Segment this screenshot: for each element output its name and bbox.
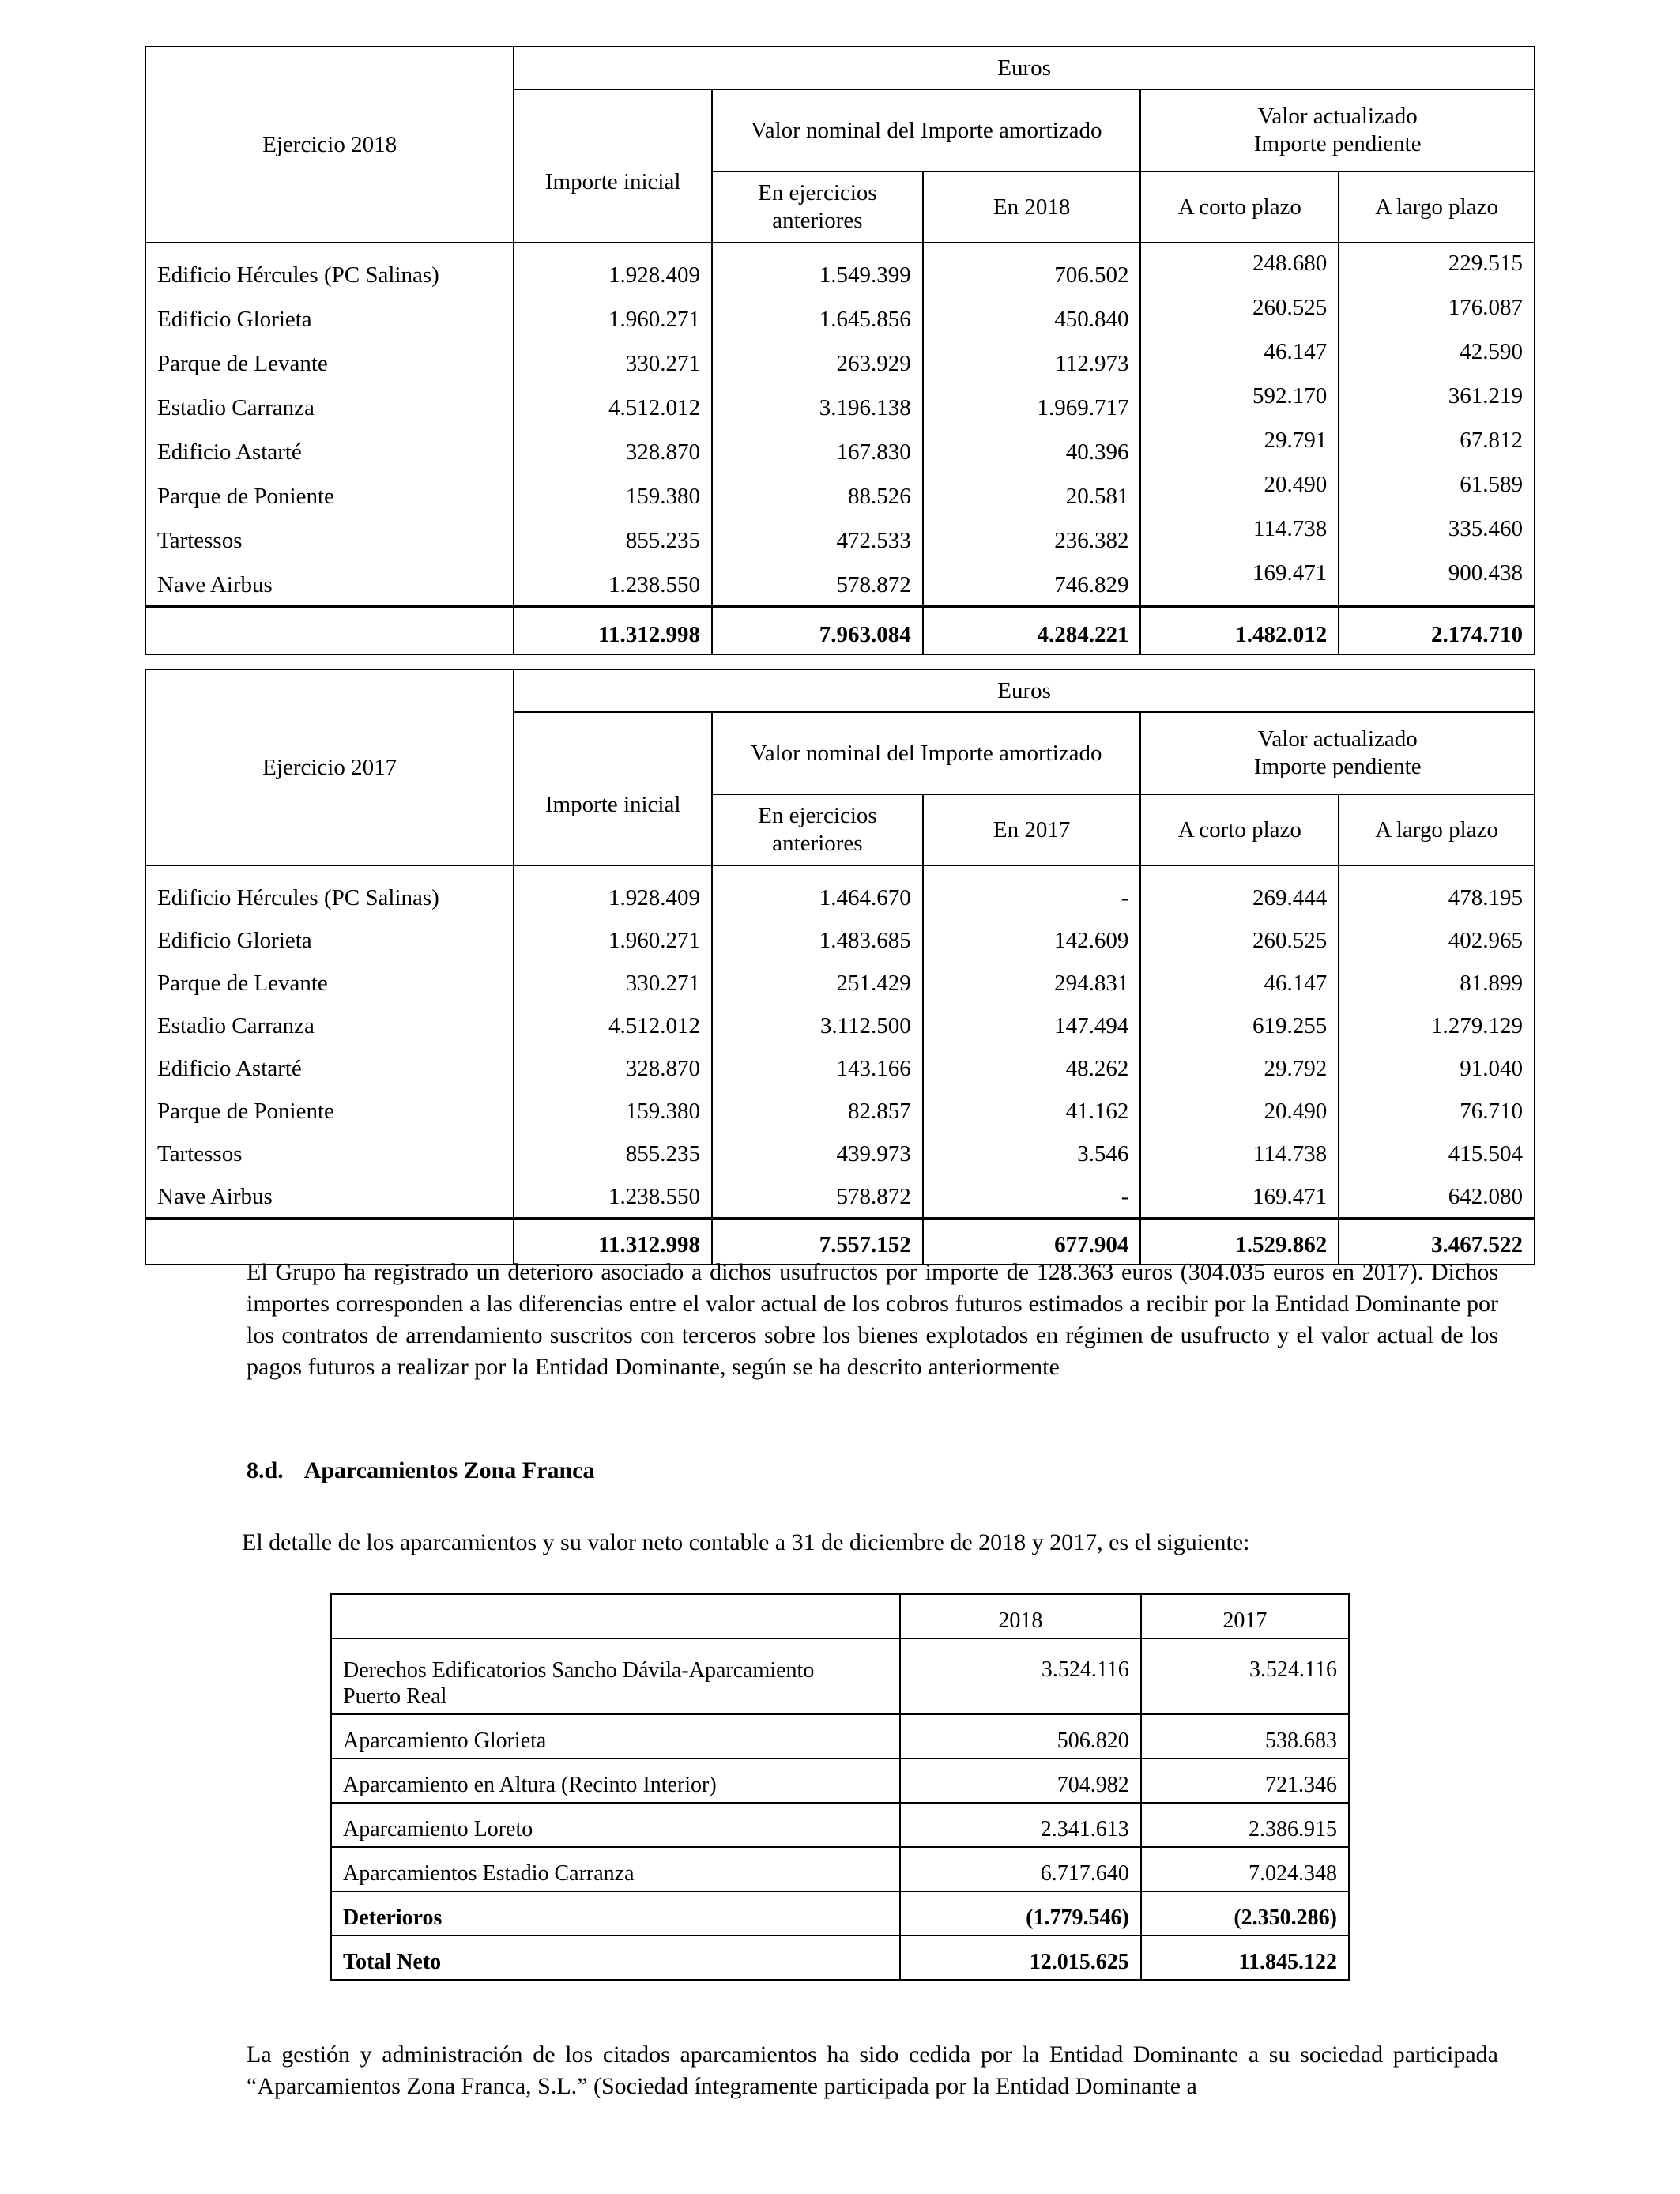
cell-name: Nave Airbus	[145, 558, 514, 607]
table-row	[145, 1171, 1535, 1219]
parking-label: Aparcamiento en Altura (Recinto Interior)	[331, 1759, 900, 1803]
cell-corto: 114.738	[1140, 514, 1339, 558]
parking-row	[331, 1759, 1349, 1803]
cell-year: 294.831	[923, 958, 1141, 1001]
cell-name: Edificio Glorieta	[145, 292, 514, 337]
parking-value-v2018: 3.524.116	[900, 1638, 1141, 1714]
parking-value-v2018: 506.820	[900, 1714, 1141, 1759]
cell-inicial: 328.870	[514, 1043, 712, 1086]
total-row	[145, 607, 1535, 655]
cell-year: 746.829	[923, 558, 1141, 607]
cell-year: 147.494	[923, 1001, 1141, 1043]
cell-anteriores: 82.857	[712, 1086, 923, 1129]
cell-anteriores: 1.549.399	[712, 243, 923, 292]
table-row	[145, 958, 1535, 1001]
parking-value-v2017: 7.024.348	[1141, 1847, 1349, 1891]
total-anteriores: 7.963.084	[712, 607, 923, 655]
parking-value-v2017: (2.350.286)	[1141, 1891, 1349, 1936]
usufruct-table-2017	[145, 669, 1535, 1265]
section-title: Aparcamientos Zona Franca	[303, 1457, 595, 1483]
parking-value-v2018: (1.779.546)	[900, 1891, 1141, 1936]
parking-value-v2017: 3.524.116	[1141, 1638, 1349, 1714]
total-anteriores: 7.557.152	[712, 1219, 923, 1265]
cell-anteriores: 1.464.670	[712, 865, 923, 915]
cell-anteriores: 167.830	[712, 425, 923, 469]
parking-value-v2018: 6.717.640	[900, 1847, 1141, 1891]
cell-year: -	[923, 1171, 1141, 1219]
parking-value-v2018: 2.341.613	[900, 1803, 1141, 1847]
cell-largo: 229.515	[1339, 243, 1535, 292]
cell-name: Edificio Glorieta	[145, 915, 514, 958]
usufruct-table-2018	[145, 46, 1535, 655]
cell-inicial: 1.238.550	[514, 1171, 712, 1219]
cell-year: 48.262	[923, 1043, 1141, 1086]
cell-largo: 335.460	[1339, 514, 1535, 558]
actualizado-group-header: Valor actualizado Importe pendiente	[1140, 89, 1535, 172]
corto-header: A corto plazo	[1140, 794, 1339, 865]
largo-header: A largo plazo	[1339, 794, 1535, 865]
cell-corto: 20.490	[1140, 469, 1339, 514]
section-heading	[247, 1457, 594, 1484]
cell-largo: 1.279.129	[1339, 1001, 1535, 1043]
table-row	[145, 292, 1535, 337]
cell-corto: 248.680	[1140, 243, 1339, 292]
parking-header-blank	[331, 1594, 900, 1638]
cell-inicial: 1.928.409	[514, 243, 712, 292]
cell-corto: 29.791	[1140, 425, 1339, 469]
cell-inicial: 330.271	[514, 958, 712, 1001]
cell-year: 450.840	[923, 292, 1141, 337]
nominal-group-header: Valor nominal del Importe amortizado	[712, 89, 1140, 172]
paragraph-detalle: El detalle de los aparcamientos y su valor neto contable a 31 de diciembre de 2018 y 2017, es el siguiente:	[242, 1529, 1250, 1555]
cell-corto: 46.147	[1140, 958, 1339, 1001]
table-row	[145, 469, 1535, 514]
cell-inicial: 328.870	[514, 425, 712, 469]
parking-label: Derechos Edificatorios Sancho Dávila-Aparcamiento Puerto Real	[331, 1638, 900, 1714]
table-row	[145, 337, 1535, 381]
total-year: 677.904	[923, 1219, 1141, 1265]
cell-largo: 176.087	[1339, 292, 1535, 337]
cell-name: Parque de Poniente	[145, 1086, 514, 1129]
parking-deterioros-row	[331, 1891, 1349, 1936]
total-inicial: 11.312.998	[514, 607, 712, 655]
actualizado-group-header: Valor actualizado Importe pendiente	[1140, 712, 1535, 794]
paragraph-gestion: La gestión y administración de los citados aparcamientos ha sido cedida por la Entidad Dominante a su sociedad participada “Aparcamientos Zona Franca, S.L.” (Sociedad íntegramente participada por la Entidad Dominante a	[247, 2041, 1498, 2099]
cell-largo: 91.040	[1339, 1043, 1535, 1086]
corner-label: Ejercicio 2017	[145, 669, 514, 865]
cell-name: Edificio Hércules (PC Salinas)	[145, 865, 514, 915]
parking-label: Aparcamiento Loreto	[331, 1803, 900, 1847]
cell-anteriores: 1.645.856	[712, 292, 923, 337]
cell-name: Edificio Hércules (PC Salinas)	[145, 243, 514, 292]
table-row	[145, 1129, 1535, 1171]
cell-largo: 361.219	[1339, 381, 1535, 425]
cell-name: Nave Airbus	[145, 1171, 514, 1219]
table-row	[145, 558, 1535, 607]
cell-largo: 81.899	[1339, 958, 1535, 1001]
cell-name: Parque de Levante	[145, 337, 514, 381]
cell-corto: 269.444	[1140, 865, 1339, 915]
cell-name: Tartessos	[145, 1129, 514, 1171]
table-row	[145, 865, 1535, 915]
nominal-group-header: Valor nominal del Importe amortizado	[712, 712, 1140, 794]
table-row	[145, 381, 1535, 425]
cell-inicial: 855.235	[514, 1129, 712, 1171]
cell-largo: 61.589	[1339, 469, 1535, 514]
parking-row	[331, 1847, 1349, 1891]
parking-value-v2018: 12.015.625	[900, 1936, 1141, 1980]
importe-inicial-header: Importe inicial	[514, 712, 712, 865]
parking-row	[331, 1714, 1349, 1759]
cell-anteriores: 472.533	[712, 514, 923, 558]
euros-header: Euros	[514, 669, 1535, 712]
anteriores-header: En ejercicios anteriores	[712, 794, 923, 865]
cell-largo: 642.080	[1339, 1171, 1535, 1219]
table-row	[145, 1086, 1535, 1129]
cell-inicial: 159.380	[514, 1086, 712, 1129]
parking-value-v2017: 538.683	[1141, 1714, 1349, 1759]
table-row	[145, 1001, 1535, 1043]
cell-anteriores: 1.483.685	[712, 915, 923, 958]
cell-inicial: 855.235	[514, 514, 712, 558]
cell-corto: 619.255	[1140, 1001, 1339, 1043]
euros-header: Euros	[514, 47, 1535, 89]
cell-inicial: 330.271	[514, 337, 712, 381]
parking-table	[330, 1593, 1350, 1981]
cell-anteriores: 3.196.138	[712, 381, 923, 425]
corto-header: A corto plazo	[1140, 172, 1339, 243]
cell-largo: 900.438	[1339, 558, 1535, 607]
parking-label: Total Neto	[331, 1936, 900, 1980]
cell-anteriores: 251.429	[712, 958, 923, 1001]
parking-value-v2017: 2.386.915	[1141, 1803, 1349, 1847]
cell-corto: 260.525	[1140, 915, 1339, 958]
table-row	[145, 514, 1535, 558]
cell-name: Tartessos	[145, 514, 514, 558]
cell-inicial: 1.928.409	[514, 865, 712, 915]
section-number: 8.d.	[247, 1457, 284, 1483]
cell-name: Parque de Poniente	[145, 469, 514, 514]
cell-year: 41.162	[923, 1086, 1141, 1129]
cell-anteriores: 439.973	[712, 1129, 923, 1171]
cell-anteriores: 3.112.500	[712, 1001, 923, 1043]
cell-inicial: 4.512.012	[514, 1001, 712, 1043]
cell-largo: 478.195	[1339, 865, 1535, 915]
cell-year: 1.969.717	[923, 381, 1141, 425]
parking-label: Aparcamientos Estadio Carranza	[331, 1847, 900, 1891]
table-row	[145, 243, 1535, 292]
cell-corto: 260.525	[1140, 292, 1339, 337]
cell-largo: 67.812	[1339, 425, 1535, 469]
table-row	[145, 1043, 1535, 1086]
cell-corto: 114.738	[1140, 1129, 1339, 1171]
parking-col-2017: 2017	[1141, 1594, 1349, 1638]
cell-name: Estadio Carranza	[145, 1001, 514, 1043]
cell-year: 706.502	[923, 243, 1141, 292]
parking-col-2018: 2018	[900, 1594, 1141, 1638]
corner-label: Ejercicio 2018	[145, 47, 514, 243]
cell-anteriores: 578.872	[712, 1171, 923, 1219]
cell-inicial: 1.960.271	[514, 915, 712, 958]
year-header: En 2017	[923, 794, 1141, 865]
cell-corto: 29.792	[1140, 1043, 1339, 1086]
cell-name: Edificio Astarté	[145, 1043, 514, 1086]
total-largo: 3.467.522	[1339, 1219, 1535, 1265]
cell-year: 3.546	[923, 1129, 1141, 1171]
largo-header: A largo plazo	[1339, 172, 1535, 243]
cell-anteriores: 88.526	[712, 469, 923, 514]
cell-largo: 76.710	[1339, 1086, 1535, 1129]
cell-anteriores: 578.872	[712, 558, 923, 607]
parking-row	[331, 1803, 1349, 1847]
cell-name: Parque de Levante	[145, 958, 514, 1001]
cell-year: 142.609	[923, 915, 1141, 958]
cell-year: 20.581	[923, 469, 1141, 514]
cell-corto: 592.170	[1140, 381, 1339, 425]
year-header: En 2018	[923, 172, 1141, 243]
total-year: 4.284.221	[923, 607, 1141, 655]
cell-corto: 46.147	[1140, 337, 1339, 381]
cell-name: Estadio Carranza	[145, 381, 514, 425]
cell-corto: 20.490	[1140, 1086, 1339, 1129]
anteriores-header: En ejercicios anteriores	[712, 172, 923, 243]
parking-total-row	[331, 1936, 1349, 1980]
cell-inicial: 159.380	[514, 469, 712, 514]
cell-year: 236.382	[923, 514, 1141, 558]
paragraph-deterioro: El Grupo ha registrado un deterioro asociado a dichos usufructos por importe de 128.363 euros (304.035 euros en 2017). Dichos importes corresponden a las diferencias entre el valor actual de los cobros futuros estimados a recibir por la Entidad Dominante por los contratos de arrendamiento suscritos con terceros sobre los bienes explotados en régimen de usufructo y el valor actual de los pagos futuros a realizar por la Entidad Dominante, según se ha descrito anteriormente	[247, 1259, 1498, 1380]
parking-row	[331, 1638, 1349, 1714]
table-row	[145, 425, 1535, 469]
table-row	[145, 915, 1535, 958]
parking-label: Aparcamiento Glorieta	[331, 1714, 900, 1759]
total-largo: 2.174.710	[1339, 607, 1535, 655]
cell-corto: 169.471	[1140, 558, 1339, 607]
total-corto: 1.529.862	[1140, 1219, 1339, 1265]
cell-inicial: 1.238.550	[514, 558, 712, 607]
parking-value-v2017: 721.346	[1141, 1759, 1349, 1803]
total-inicial: 11.312.998	[514, 1219, 712, 1265]
parking-value-v2017: 11.845.122	[1141, 1936, 1349, 1980]
cell-largo: 402.965	[1339, 915, 1535, 958]
total-corto: 1.482.012	[1140, 607, 1339, 655]
cell-inicial: 4.512.012	[514, 381, 712, 425]
cell-anteriores: 143.166	[712, 1043, 923, 1086]
total-label-blank	[145, 607, 514, 655]
cell-name: Edificio Astarté	[145, 425, 514, 469]
parking-label: Deterioros	[331, 1891, 900, 1936]
cell-largo: 415.504	[1339, 1129, 1535, 1171]
cell-year: 112.973	[923, 337, 1141, 381]
cell-inicial: 1.960.271	[514, 292, 712, 337]
cell-year: 40.396	[923, 425, 1141, 469]
cell-year: -	[923, 865, 1141, 915]
cell-anteriores: 263.929	[712, 337, 923, 381]
cell-largo: 42.590	[1339, 337, 1535, 381]
importe-inicial-header: Importe inicial	[514, 89, 712, 243]
cell-corto: 169.471	[1140, 1171, 1339, 1219]
parking-value-v2018: 704.982	[900, 1759, 1141, 1803]
